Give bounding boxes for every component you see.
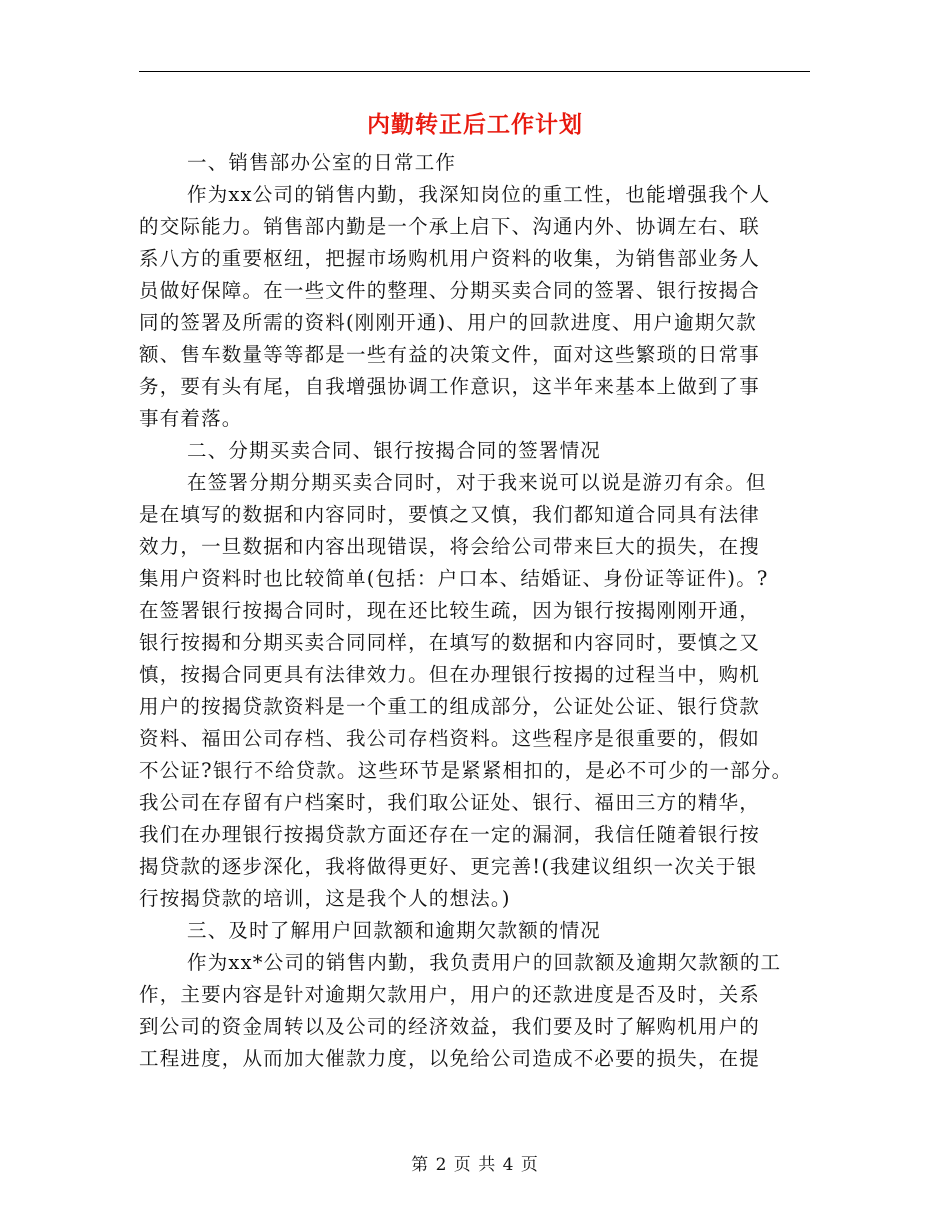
- text-line: 我们在办理银行按揭贷款方面还存在一定的漏洞，我信任随着银行按: [139, 823, 761, 846]
- text-line: 二、分期买卖合同、银行按揭合同的签署情况: [187, 439, 602, 462]
- text-line: 是在填写的数据和内容同时，要慎之又慎，我们都知道合同具有法律: [139, 503, 761, 526]
- text-line: 额、售车数量等等都是一些有益的决策文件，面对这些繁琐的日常事: [139, 343, 761, 366]
- text-line: 集用户资料时也比较简单(包括：户口本、结婚证、身份证等证件)。?: [139, 567, 769, 590]
- text-line: 行按揭贷款的培训，这是我个人的想法。): [139, 887, 511, 910]
- document-body: [139, 147, 810, 1075]
- text-line: 用户的按揭贷款资料是一个重工的组成部分，公证处公证、银行贷款: [139, 695, 761, 718]
- text-line: 在签署银行按揭合同时，现在还比较生疏，因为银行按揭刚刚开通，: [139, 599, 761, 622]
- text-line: 作为xx公司的销售内勤，我深知岗位的重工性，也能增强我个人: [187, 183, 771, 206]
- text-line: 工程进度，从而加大催款力度，以免给公司造成不必要的损失，在提: [139, 1047, 761, 1070]
- text-line: 的交际能力。销售部内勤是一个承上启下、沟通内外、协调左右、联: [139, 215, 761, 238]
- text-line: 系八方的重要枢纽，把握市场购机用户资料的收集，为销售部业务人: [139, 247, 761, 270]
- page-footer: 第 2 页 共 4 页: [411, 1155, 539, 1175]
- text-line: 到公司的资金周转以及公司的经济效益，我们要及时了解购机用户的: [139, 1015, 761, 1038]
- text-line: 员做好保障。在一些文件的整理、分期买卖合同的签署、银行按揭合: [139, 279, 761, 302]
- text-line: 揭贷款的逐步深化，我将做得更好、更完善!(我建议组织一次关于银: [139, 855, 758, 878]
- text-line: 一、销售部办公室的日常工作: [187, 151, 457, 174]
- text-line: 务，要有头有尾，自我增强协调工作意识，这半年来基本上做到了事: [139, 375, 761, 398]
- text-line: 效力，一旦数据和内容出现错误，将会给公司带来巨大的损失，在搜: [139, 535, 761, 558]
- header-divider: [139, 71, 810, 72]
- document-title: 内勤转正后工作计划: [367, 112, 583, 138]
- text-line: 在签署分期分期买卖合同时，对于我来说可以说是游刃有余。但: [187, 471, 767, 494]
- text-line: 慎，按揭合同更具有法律效力。但在办理银行按揭的过程当中，购机: [139, 663, 761, 686]
- text-line: 不公证?银行不给贷款。这些环节是紧紧相扣的，是必不可少的一部分。: [139, 759, 793, 782]
- text-line: 作，主要内容是针对逾期欠款用户，用户的还款进度是否及时，关系: [139, 983, 761, 1006]
- text-line: 作为xx*公司的销售内勤，我负责用户的回款额及逾期欠款额的工: [187, 951, 782, 974]
- text-line: 三、及时了解用户回款额和逾期欠款额的情况: [187, 919, 602, 942]
- text-line: 银行按揭和分期买卖合同同样，在填写的数据和内容同时，要慎之又: [139, 631, 761, 654]
- text-line: 我公司在存留有户档案时，我们取公证处、银行、福田三方的精华，: [139, 791, 761, 814]
- text-line: 资料、福田公司存档、我公司存档资料。这些程序是很重要的，假如: [139, 727, 761, 750]
- text-line: 事有着落。: [139, 407, 243, 430]
- text-line: 同的签署及所需的资料(刚刚开通)、用户的回款进度、用户逾期欠款: [139, 311, 757, 334]
